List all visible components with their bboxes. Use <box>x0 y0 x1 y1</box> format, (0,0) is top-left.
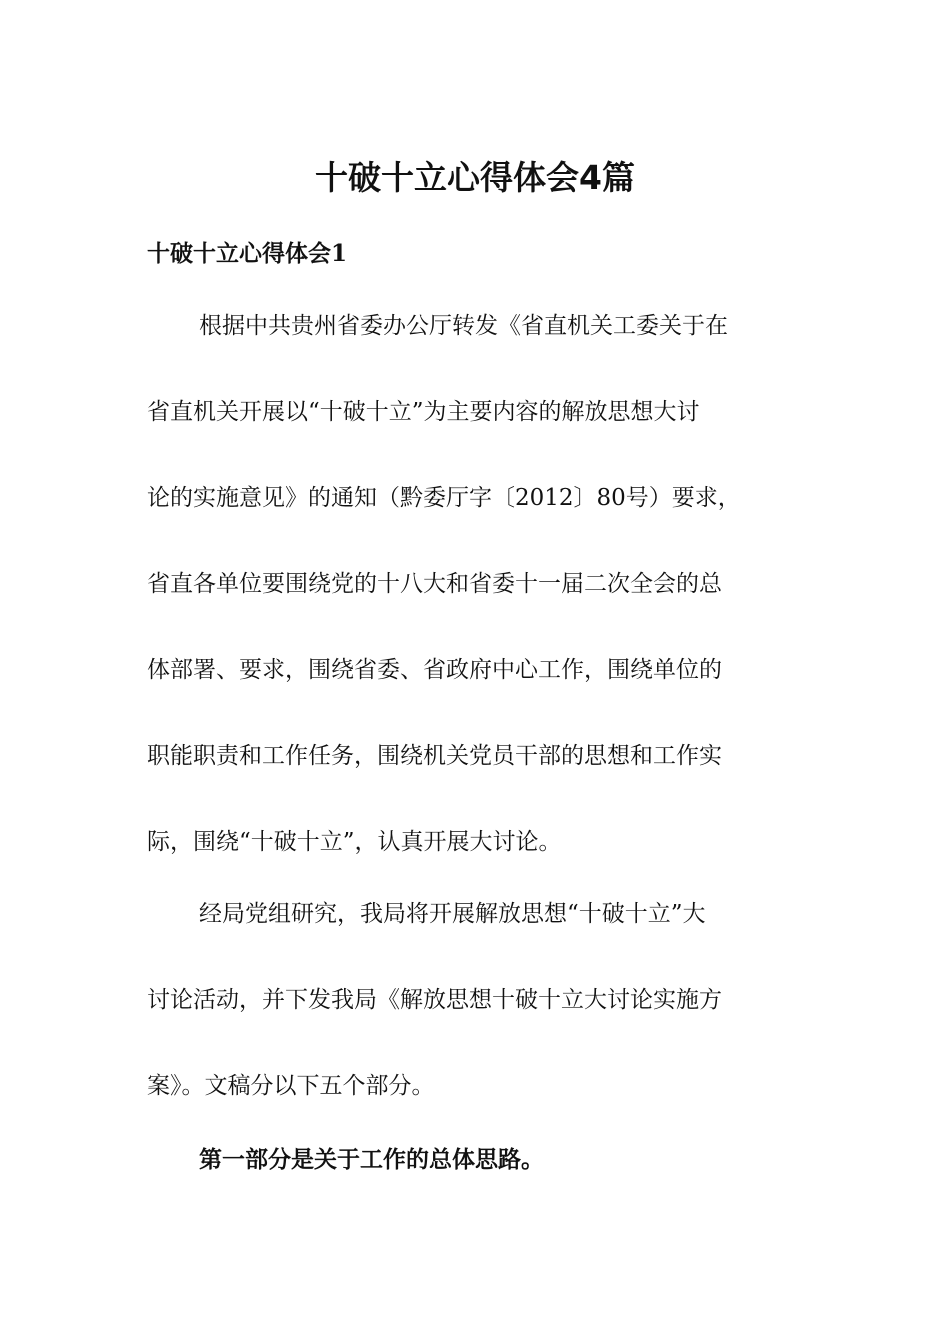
paragraph-2-line-2: 讨论活动，并下发我局《解放思想十破十立大讨论实施方 <box>147 987 722 1013</box>
paragraph-1-line-3: 论的实施意见》的通知（黔委厅字〔2012〕80号）要求， <box>147 485 741 511</box>
paragraph-1-line-7: 际，围绕“十破十立”，认真开展大讨论。 <box>147 829 562 855</box>
paragraph-1-line-6: 职能职责和工作任务，围绕机关党员干部的思想和工作实 <box>147 743 722 769</box>
paragraph-3-line-1: 第一部分是关于工作的总体思路。 <box>199 1146 544 1173</box>
section-heading: 十破十立心得体会1 <box>147 240 348 267</box>
document-title: 十破十立心得体会4篇 <box>315 158 635 197</box>
paragraph-1-line-4: 省直各单位要围绕党的十八大和省委十一届二次全会的总 <box>147 571 722 597</box>
paragraph-2-line-3: 案》。文稿分以下五个部分。 <box>147 1073 435 1099</box>
paragraph-1-line-5: 体部署、要求，围绕省委、省政府中心工作，围绕单位的 <box>147 657 722 683</box>
paragraph-2-line-1: 经局党组研究，我局将开展解放思想“十破十立”大 <box>199 901 706 927</box>
paragraph-1-line-1: 根据中共贵州省委办公厅转发《省直机关工委关于在 <box>199 313 728 339</box>
paragraph-1-line-2: 省直机关开展以“十破十立”为主要内容的解放思想大讨 <box>147 399 700 425</box>
